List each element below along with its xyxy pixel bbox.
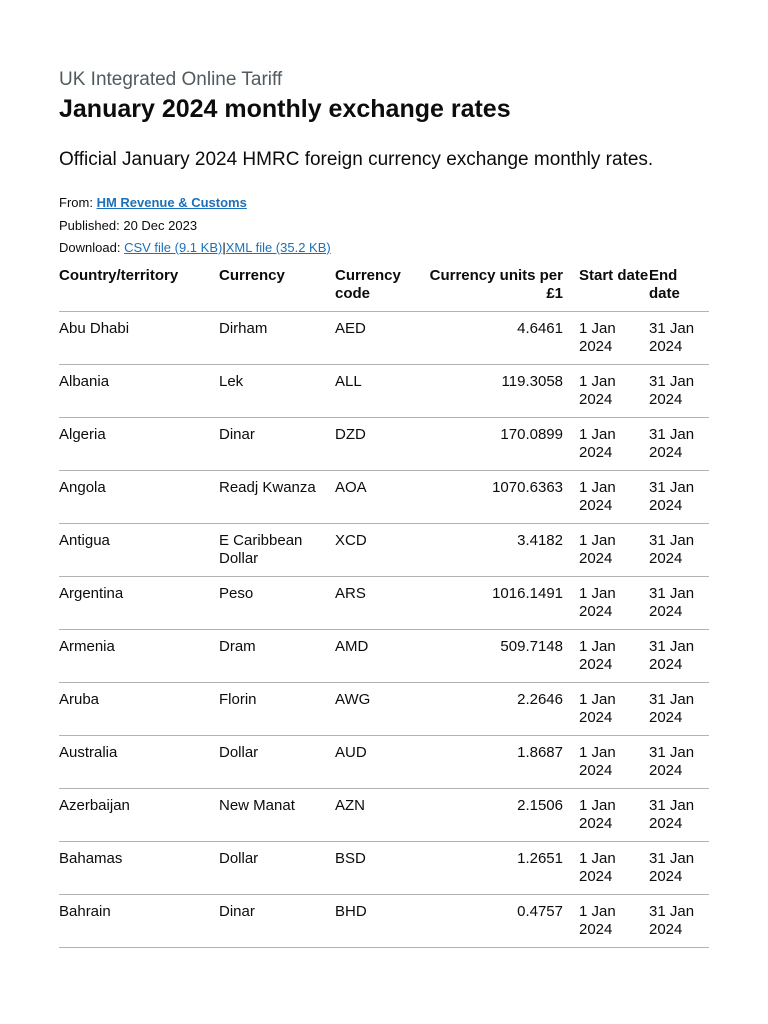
exchange-rates-table xyxy=(59,262,709,948)
cell-country: Albania xyxy=(59,364,219,417)
table-body xyxy=(59,311,709,947)
cell-units-per-pound: 119.3058 xyxy=(429,364,579,417)
table-row xyxy=(59,311,709,364)
cell-units-per-pound: 1070.6363 xyxy=(429,470,579,523)
cell-start-date: 1 Jan 2024 xyxy=(579,523,649,576)
column-header-currency: Currency xyxy=(219,262,335,312)
table-row xyxy=(59,417,709,470)
table-header-row xyxy=(59,262,709,312)
cell-end-date: 31 Jan 2024 xyxy=(649,417,709,470)
cell-currency-code: AWG xyxy=(335,682,429,735)
cell-currency-code: AED xyxy=(335,311,429,364)
csv-download-link[interactable]: CSV file (9.1 KB) xyxy=(124,240,223,255)
cell-end-date: 31 Jan 2024 xyxy=(649,364,709,417)
table-row xyxy=(59,788,709,841)
publication-meta xyxy=(59,195,709,263)
cell-units-per-pound: 1.8687 xyxy=(429,735,579,788)
cell-currency: E Caribbean Dollar xyxy=(219,523,335,576)
column-header-end-date: End date xyxy=(649,262,709,312)
cell-end-date: 31 Jan 2024 xyxy=(649,629,709,682)
cell-country: Algeria xyxy=(59,417,219,470)
cell-currency-code: BHD xyxy=(335,894,429,947)
cell-start-date: 1 Jan 2024 xyxy=(579,417,649,470)
table-row xyxy=(59,629,709,682)
table-row xyxy=(59,894,709,947)
cell-end-date: 31 Jan 2024 xyxy=(649,894,709,947)
cell-currency-code: AMD xyxy=(335,629,429,682)
published-date: 20 Dec 2023 xyxy=(123,217,198,233)
table-row xyxy=(59,523,709,576)
cell-units-per-pound: 3.4182 xyxy=(429,523,579,576)
cell-start-date: 1 Jan 2024 xyxy=(579,311,649,364)
cell-end-date: 31 Jan 2024 xyxy=(649,523,709,576)
cell-start-date: 1 Jan 2024 xyxy=(579,576,649,629)
cell-country: Bahamas xyxy=(59,841,219,894)
column-header-country: Country/territory xyxy=(59,262,219,312)
cell-units-per-pound: 170.0899 xyxy=(429,417,579,470)
cell-currency-code: ARS xyxy=(335,576,429,629)
cell-units-per-pound: 4.6461 xyxy=(429,311,579,364)
cell-currency-code: AOA xyxy=(335,470,429,523)
table-row xyxy=(59,364,709,417)
cell-currency-code: XCD xyxy=(335,523,429,576)
table-row xyxy=(59,470,709,523)
cell-start-date: 1 Jan 2024 xyxy=(579,629,649,682)
cell-currency: New Manat xyxy=(219,788,335,841)
cell-end-date: 31 Jan 2024 xyxy=(649,788,709,841)
cell-currency: Dollar xyxy=(219,735,335,788)
cell-country: Antigua xyxy=(59,523,219,576)
cell-currency: Dram xyxy=(219,629,335,682)
xml-download-link[interactable]: XML file (35.2 KB) xyxy=(225,240,331,255)
table-row xyxy=(59,841,709,894)
cell-end-date: 31 Jan 2024 xyxy=(649,311,709,364)
meta-download xyxy=(59,240,709,263)
table-row xyxy=(59,682,709,735)
cell-end-date: 31 Jan 2024 xyxy=(649,841,709,894)
cell-country: Angola xyxy=(59,470,219,523)
page-lede: Official January 2024 HMRC foreign currency exchange monthly rates. xyxy=(59,149,654,170)
published-label: Published: xyxy=(59,217,120,233)
cell-start-date: 1 Jan 2024 xyxy=(579,841,649,894)
page-caption: UK Integrated Online Tariff xyxy=(59,69,283,90)
cell-units-per-pound: 2.2646 xyxy=(429,682,579,735)
cell-currency: Dirham xyxy=(219,311,335,364)
table-row xyxy=(59,735,709,788)
cell-currency: Peso xyxy=(219,576,335,629)
download-separator: | xyxy=(222,240,226,255)
meta-from xyxy=(59,195,709,218)
cell-units-per-pound: 0.4757 xyxy=(429,894,579,947)
cell-country: Argentina xyxy=(59,576,219,629)
column-header-currency-code: Currency code xyxy=(335,262,429,312)
download-label: Download: xyxy=(59,240,121,255)
cell-currency: Dinar xyxy=(219,417,335,470)
cell-currency: Dinar xyxy=(219,894,335,947)
cell-currency-code: AZN xyxy=(335,788,429,841)
cell-currency-code: BSD xyxy=(335,841,429,894)
cell-country: Azerbaijan xyxy=(59,788,219,841)
cell-units-per-pound: 1.2651 xyxy=(429,841,579,894)
from-label: From: xyxy=(59,195,93,210)
cell-currency-code: ALL xyxy=(335,364,429,417)
cell-units-per-pound: 2.1506 xyxy=(429,788,579,841)
cell-start-date: 1 Jan 2024 xyxy=(579,364,649,417)
from-organisation-link[interactable]: HM Revenue & Customs xyxy=(96,195,247,210)
cell-end-date: 31 Jan 2024 xyxy=(649,735,709,788)
cell-end-date: 31 Jan 2024 xyxy=(649,470,709,523)
column-header-units-per-pound: Currency units per £1 xyxy=(429,262,579,312)
cell-currency: Lek xyxy=(219,364,335,417)
cell-currency: Dollar xyxy=(219,841,335,894)
cell-start-date: 1 Jan 2024 xyxy=(579,788,649,841)
cell-country: Aruba xyxy=(59,682,219,735)
cell-country: Australia xyxy=(59,735,219,788)
cell-country: Abu Dhabi xyxy=(59,311,219,364)
cell-start-date: 1 Jan 2024 xyxy=(579,470,649,523)
cell-start-date: 1 Jan 2024 xyxy=(579,894,649,947)
table-row xyxy=(59,576,709,629)
cell-end-date: 31 Jan 2024 xyxy=(649,576,709,629)
page-title: January 2024 monthly exchange rates xyxy=(59,95,511,123)
meta-published xyxy=(59,218,709,241)
cell-end-date: 31 Jan 2024 xyxy=(649,682,709,735)
cell-start-date: 1 Jan 2024 xyxy=(579,735,649,788)
column-header-start-date: Start date xyxy=(579,262,649,312)
cell-start-date: 1 Jan 2024 xyxy=(579,682,649,735)
cell-currency-code: DZD xyxy=(335,417,429,470)
cell-currency: Florin xyxy=(219,682,335,735)
cell-currency: Readj Kwanza xyxy=(219,470,335,523)
cell-units-per-pound: 1016.1491 xyxy=(429,576,579,629)
cell-country: Bahrain xyxy=(59,894,219,947)
cell-units-per-pound: 509.7148 xyxy=(429,629,579,682)
cell-currency-code: AUD xyxy=(335,735,429,788)
cell-country: Armenia xyxy=(59,629,219,682)
